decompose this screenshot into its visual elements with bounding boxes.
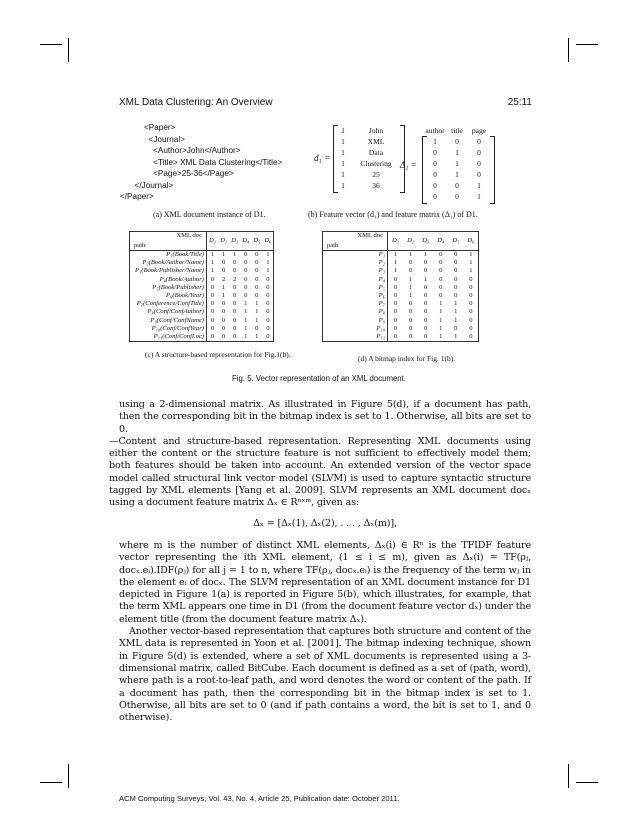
- table-cell: 1: [454, 316, 458, 324]
- vector-cell: John: [368, 126, 384, 135]
- column-header: D₄: [433, 232, 448, 251]
- row-path-label: P₇: [323, 300, 388, 308]
- table-cell: 0: [424, 308, 428, 316]
- table-cell: 0: [210, 292, 215, 300]
- row-path-label: P₂(Book/Author/Name): [130, 259, 207, 267]
- corner-bottom-label: path: [134, 241, 146, 249]
- running-title: XML Data Clustering: An Overview: [119, 97, 273, 108]
- table-cell: 1: [266, 259, 270, 267]
- crop-mark: [568, 38, 569, 62]
- table-cell: 0: [233, 316, 237, 324]
- table-cell: 0: [393, 316, 398, 324]
- table-row: [130, 333, 274, 342]
- table-cell: 0: [255, 267, 259, 275]
- table-cell: 1: [393, 259, 398, 267]
- table-cell: 0: [221, 259, 226, 267]
- table-cell: 0: [454, 292, 458, 300]
- table-cell: 0: [255, 283, 259, 291]
- table-cell: 1: [454, 300, 458, 308]
- table-cell: 0: [454, 324, 458, 332]
- table-cell: 0: [393, 300, 398, 308]
- xml-line: </Journal>: [130, 180, 174, 190]
- column-header: D₆: [463, 232, 479, 251]
- table-cell: 1: [393, 251, 398, 258]
- table-cell: 1: [408, 283, 413, 291]
- xml-line: <Author>John</Author>: [144, 146, 241, 155]
- row-path-label: P₈(Conf/ConfAuthor): [130, 308, 207, 316]
- table-cell: 1: [439, 333, 443, 341]
- table-cell: 1: [221, 292, 226, 300]
- table-cell: 0: [266, 308, 270, 316]
- table-row: [130, 325, 274, 333]
- table-row: [130, 251, 274, 260]
- crop-mark: [68, 38, 69, 62]
- vector-cell: 1: [341, 181, 345, 190]
- table-cell: 0: [439, 259, 443, 267]
- matrix-cell: 0: [433, 181, 437, 190]
- table-cell: 0: [210, 300, 215, 308]
- matrix-header-cell: page: [471, 126, 487, 135]
- table-cell: 0: [439, 251, 443, 258]
- paragraph: Another vector-based representation that captures both structure and content of the XML data is represented in Yoon et al. [2001]. The bitmap indexing technique, shown in Figure 5(d) is extended, where a set of XML documents is represented using a 3-dimensional matrix, called BitCube. Each document is defined as a set of (path, word), where path is a root-to-leaf path, and word denotes the word or content of the path. If a document has path, then the corresponding bit in the bitmap index is set to 1. Otherwise, all bits are set to 0 (and if path contains a word, the bit is set to 1, and 0 otherwise).: [119, 626, 531, 724]
- table-cell: 0: [266, 292, 270, 300]
- column-header: D₂: [403, 232, 418, 251]
- table-cell: 0: [244, 275, 248, 283]
- row-path-label: P₁₁: [323, 333, 388, 342]
- table-cell: 0: [233, 259, 237, 267]
- matrix-cell: 0: [433, 192, 437, 201]
- row-path-label: P₇(Conference/ConfTitle): [130, 300, 207, 308]
- table-cell: 0: [469, 324, 473, 332]
- table-cell: 0: [233, 267, 237, 275]
- vector-bracket-right: [400, 125, 405, 193]
- table-cell: 0: [469, 333, 473, 341]
- subfigure-caption-b: (b) Feature vector (d₁) and feature matrix (Δ₁) of D1.: [308, 210, 478, 219]
- matrix-cell: 0: [433, 170, 437, 179]
- matrix-cell: 0: [477, 148, 481, 157]
- matrix-cell: 1: [477, 192, 481, 201]
- vector-cell: 36: [372, 181, 380, 190]
- column-header: D₄: [240, 232, 251, 251]
- xml-line: <Page>25-36</Page>: [144, 169, 234, 178]
- figure-caption: Fig. 5. Vector representation of an XML document.: [232, 374, 406, 383]
- vector-cell: XML: [367, 137, 385, 146]
- xml-line: </Paper>: [120, 192, 154, 201]
- table-cell: 1: [439, 324, 443, 332]
- column-header: D₅: [251, 232, 262, 251]
- table-row: [130, 267, 274, 275]
- table-cell: 0: [255, 275, 259, 283]
- table-row: [130, 300, 274, 308]
- table-row: [130, 308, 274, 316]
- table-cell: 1: [424, 275, 428, 283]
- body-text: [109, 399, 531, 724]
- table-row: [323, 267, 479, 275]
- vector-cell: 1: [341, 159, 345, 168]
- table-corner: [130, 232, 207, 251]
- table-row: [323, 308, 479, 316]
- crop-mark: [40, 782, 62, 783]
- row-path-label: P₈: [323, 308, 388, 316]
- crop-mark: [576, 44, 598, 45]
- table-row: [130, 292, 274, 300]
- table-cell: 0: [408, 300, 413, 308]
- table-cell: 0: [439, 267, 443, 275]
- xml-line: <Paper>: [144, 123, 176, 132]
- table-cell: 0: [393, 292, 398, 300]
- table-cell: 1: [244, 308, 248, 316]
- row-path-label: P₃(Book/Publisher/Name): [130, 267, 207, 275]
- row-path-label: P₁₀: [323, 325, 388, 333]
- crop-mark: [576, 782, 598, 783]
- table-cell: 0: [210, 333, 215, 341]
- row-path-label: P₅(Book/Publisher): [130, 284, 207, 292]
- table-cell: 1: [210, 251, 215, 258]
- table-cell: 1: [221, 283, 226, 291]
- equation: Δₓ = [Δₓ(1), Δₓ(2), . . . , Δₓ(m)],: [253, 517, 397, 529]
- matrix-cell: 1: [433, 137, 437, 146]
- table-cell: 0: [454, 267, 458, 275]
- table-cell: 0: [393, 324, 398, 332]
- table-cell: 0: [233, 308, 237, 316]
- table-cell: 0: [408, 333, 413, 341]
- vector-cell: Clustering: [360, 159, 392, 168]
- table-cell: 1: [244, 316, 248, 324]
- column-header: D₃: [418, 232, 433, 251]
- row-path-label: P₆: [323, 292, 388, 300]
- feature-matrix-header: [424, 126, 490, 135]
- table-cell: 0: [210, 275, 215, 283]
- bitmap-table: [322, 231, 479, 342]
- paragraph: using a 2-dimensional matrix. As illustrated in Figure 5(d), if a document has path, then the corresponding bit in the bitmap index is set to 1. Otherwise, all bits are set to 0.: [119, 399, 531, 435]
- table-row: [323, 333, 479, 342]
- table-cell: 0: [408, 259, 413, 267]
- row-path-label: P₉(Conf/ConfName): [130, 317, 207, 325]
- matrix-cell: 0: [477, 159, 481, 168]
- paragraph: where m is the number of distinct XML elements, Δₓ(i) ∈ Rⁿ is the TFIDF feature vector representing the ith XML element, (1 ≤ i ≤ m), given as Δₓ(i) = TF(ρⱼ, docₓ.eᵢ).IDF(ρⱼ) for all j = 1 to n, where TF(ρⱼ, docₓ.eᵢ) is the frequency of the term wⱼ in the element eᵢ of docₓ. The SLVM representation of an XML document instance for D1 depicted in Figure 1(a) is reported in Figure 5(b), which illustrates, for example, that the term XML appears one time in D1 (from the document feature vector dₓ) under the element title (from the document feature matrix Δₓ).: [119, 539, 531, 625]
- table-cell: 0: [408, 267, 413, 275]
- table-row: [130, 284, 274, 292]
- column-header: D₃: [229, 232, 240, 251]
- vector-cell: 1: [341, 137, 345, 146]
- table-cell: 1: [233, 251, 237, 258]
- table-cell: 0: [393, 333, 398, 341]
- row-path-label: P₂: [323, 259, 388, 267]
- table-cell: 0: [244, 283, 248, 291]
- table-cell: 0: [424, 259, 428, 267]
- corner-top-label: XML doc: [357, 232, 383, 239]
- table-cell: 0: [424, 283, 428, 291]
- matrix-cell: 1: [477, 181, 481, 190]
- row-path-label: P₃: [323, 267, 388, 275]
- table-cell: 0: [233, 283, 237, 291]
- matrix-cell: 0: [455, 181, 459, 190]
- table-cell: 1: [210, 267, 215, 275]
- table-cell: 0: [233, 292, 237, 300]
- matrix-cell: 1: [455, 148, 459, 157]
- table-cell: 0: [221, 300, 226, 308]
- column-header: D₂: [218, 232, 229, 251]
- table-cell: 0: [221, 333, 226, 341]
- table-cell: 1: [439, 300, 443, 308]
- row-path-label: P₄: [323, 276, 388, 284]
- table-cell: 0: [233, 300, 237, 308]
- paragraph: —Content and structure-based representation. Representing XML documents using either the content or the structure feature is not sufficient to effectively model them; both features should be taken into account. An extended version of the vector space model called structural link vector model (SLVM) is used to capture syntactic structure tagged by XML elements [Yang et al. 2009]. SLVM represents an XML document docₓ using a document feature matrix Δₓ ∈ Rⁿˣᵐ, given as:: [109, 435, 531, 509]
- crop-mark: [40, 44, 62, 45]
- table-cell: 0: [469, 283, 473, 291]
- column-header: D₅: [448, 232, 463, 251]
- feature-vector-label: d₁ =: [314, 153, 330, 163]
- table-cell: 0: [469, 308, 473, 316]
- row-path-label: P₁₀(Conf/ConfYear): [130, 325, 207, 333]
- table-cell: 1: [221, 251, 226, 258]
- table-cell: 1: [255, 308, 259, 316]
- crop-mark: [68, 764, 69, 788]
- table-cell: 0: [255, 324, 259, 332]
- table-cell: 0: [244, 267, 248, 275]
- table-cell: 0: [210, 308, 215, 316]
- structure-table: [129, 231, 274, 342]
- row-path-label: P₄(Book/Author): [130, 276, 207, 284]
- table-cell: 1: [255, 300, 259, 308]
- table-cell: 1: [469, 259, 473, 267]
- matrix-cell: 0: [477, 137, 481, 146]
- table-cell: 0: [221, 267, 226, 275]
- xml-line: <Journal>: [144, 134, 185, 144]
- table-cell: 0: [424, 300, 428, 308]
- table-cell: 0: [408, 324, 413, 332]
- table-cell: 0: [244, 292, 248, 300]
- matrix-cell: 0: [433, 159, 437, 168]
- matrix-cell: 0: [455, 137, 459, 146]
- row-path-label: P₉: [323, 317, 388, 325]
- table-cell: 1: [244, 324, 248, 332]
- table-cell: 1: [255, 316, 259, 324]
- table-cell: 0: [393, 308, 398, 316]
- vector-cell: 25: [372, 170, 380, 179]
- row-path-label: P₅: [323, 284, 388, 292]
- table-cell: 2: [221, 275, 226, 283]
- table-cell: 1: [469, 251, 473, 258]
- table-row: [323, 259, 479, 267]
- matrix-cell: 0: [477, 170, 481, 179]
- table-row: [323, 300, 479, 308]
- footer: ACM Computing Surveys, Vol. 43, No. 4, Article 25, Publication date: October 2011.: [119, 794, 400, 803]
- table-cell: 1: [439, 316, 443, 324]
- subfigure-caption-c: (c) A structure-based representation for Fig.1(b).: [145, 350, 291, 359]
- table-cell: 1: [424, 251, 428, 258]
- table-cell: 0: [408, 316, 413, 324]
- vector-cell: 1: [341, 148, 345, 157]
- matrix-bracket-right: [490, 136, 495, 204]
- row-path-label: P₁(Book/Title): [130, 251, 207, 260]
- corner-top-label: XML doc: [176, 232, 202, 239]
- table-cell: 1: [408, 251, 413, 258]
- matrix-header-cell: author: [425, 126, 445, 135]
- table-cell: 1: [439, 308, 443, 316]
- column-header: D₁: [207, 232, 219, 251]
- corner-bottom-label: path: [327, 241, 339, 249]
- vector-cell: 1: [341, 126, 345, 135]
- table-row: [323, 251, 479, 260]
- table-cell: 1: [454, 333, 458, 341]
- table-cell: 1: [408, 275, 413, 283]
- table-cell: 1: [266, 251, 270, 258]
- table-cell: 0: [439, 283, 443, 291]
- table-cell: 0: [469, 275, 473, 283]
- table-cell: 0: [454, 283, 458, 291]
- table-cell: 0: [469, 300, 473, 308]
- table-cell: 0: [424, 324, 428, 332]
- table-cell: 2: [233, 275, 237, 283]
- matrix-cell: 1: [455, 159, 459, 168]
- table-cell: 0: [439, 292, 443, 300]
- table-cell: 0: [454, 251, 458, 258]
- column-header: D₆: [262, 232, 274, 251]
- table-cell: 1: [393, 267, 398, 275]
- table-row: [323, 292, 479, 300]
- table-row: [323, 276, 479, 284]
- table-row: [130, 317, 274, 325]
- bitmap-table-body: [323, 251, 479, 342]
- table-cell: 0: [469, 292, 473, 300]
- table-cell: 0: [266, 333, 270, 341]
- vector-cell: Data: [368, 148, 384, 157]
- table-cell: 0: [424, 267, 428, 275]
- table-cell: 0: [210, 324, 215, 332]
- table-cell: 0: [255, 292, 259, 300]
- table-cell: 0: [393, 283, 398, 291]
- table-cell: 0: [408, 308, 413, 316]
- table-cell: 0: [266, 324, 270, 332]
- table-cell: 0: [255, 259, 259, 267]
- table-row: [130, 276, 274, 284]
- table-cell: 1: [454, 308, 458, 316]
- table-cell: 0: [266, 300, 270, 308]
- table-cell: 0: [221, 324, 226, 332]
- table-cell: 0: [266, 316, 270, 324]
- table-cell: 0: [266, 283, 270, 291]
- table-cell: 1: [210, 259, 215, 267]
- page-number: 25:11: [507, 97, 532, 108]
- table-cell: 0: [393, 275, 398, 283]
- matrix-cell: 1: [455, 170, 459, 179]
- table-row: [130, 259, 274, 267]
- table-corner: [323, 232, 388, 251]
- table-cell: 1: [244, 333, 248, 341]
- table-row: [323, 284, 479, 292]
- crop-mark: [568, 764, 569, 788]
- row-path-label: P₁₁(Conf/ConfLoc): [130, 333, 207, 342]
- subfigure-caption-d: (d) A bitmap index for Fig. 1(b).: [358, 354, 456, 363]
- row-path-label: P₆(Book/Year): [130, 292, 207, 300]
- table-cell: 0: [454, 259, 458, 267]
- xml-document-listing: [120, 122, 282, 203]
- matrix-cell: 0: [455, 192, 459, 201]
- xml-line: <Title> XML Data Clustering</Title>: [144, 157, 283, 167]
- table-cell: 0: [424, 316, 428, 324]
- row-path-label: P₁: [323, 251, 388, 260]
- table-cell: 1: [255, 333, 259, 341]
- table-cell: 0: [233, 324, 237, 332]
- table-cell: 0: [210, 283, 215, 291]
- table-cell: 1: [244, 300, 248, 308]
- table-row: [323, 325, 479, 333]
- table-cell: 0: [221, 316, 226, 324]
- vector-cell: 1: [341, 170, 345, 179]
- column-header: D₁: [388, 232, 404, 251]
- table-cell: 0: [424, 333, 428, 341]
- table-cell: 0: [424, 292, 428, 300]
- matrix-header-cell: title: [451, 126, 463, 135]
- feature-matrix-label: Δ₁ =: [400, 160, 417, 170]
- table-cell: 0: [244, 259, 248, 267]
- table-cell: 0: [233, 333, 237, 341]
- matrix-cell: 0: [433, 148, 437, 157]
- table-cell: 0: [221, 308, 226, 316]
- table-cell: 1: [266, 267, 270, 275]
- table-cell: 0: [439, 275, 443, 283]
- table-cell: 1: [469, 267, 473, 275]
- table-cell: 0: [266, 275, 270, 283]
- table-cell: 0: [469, 316, 473, 324]
- structure-table-body: [130, 251, 274, 342]
- table-cell: 0: [454, 275, 458, 283]
- table-cell: 0: [244, 251, 248, 258]
- table-row: [323, 317, 479, 325]
- table-cell: 1: [408, 292, 413, 300]
- subfigure-caption-a: (a) XML document instance of D1.: [153, 210, 266, 219]
- table-cell: 0: [210, 316, 215, 324]
- table-cell: 0: [255, 251, 259, 258]
